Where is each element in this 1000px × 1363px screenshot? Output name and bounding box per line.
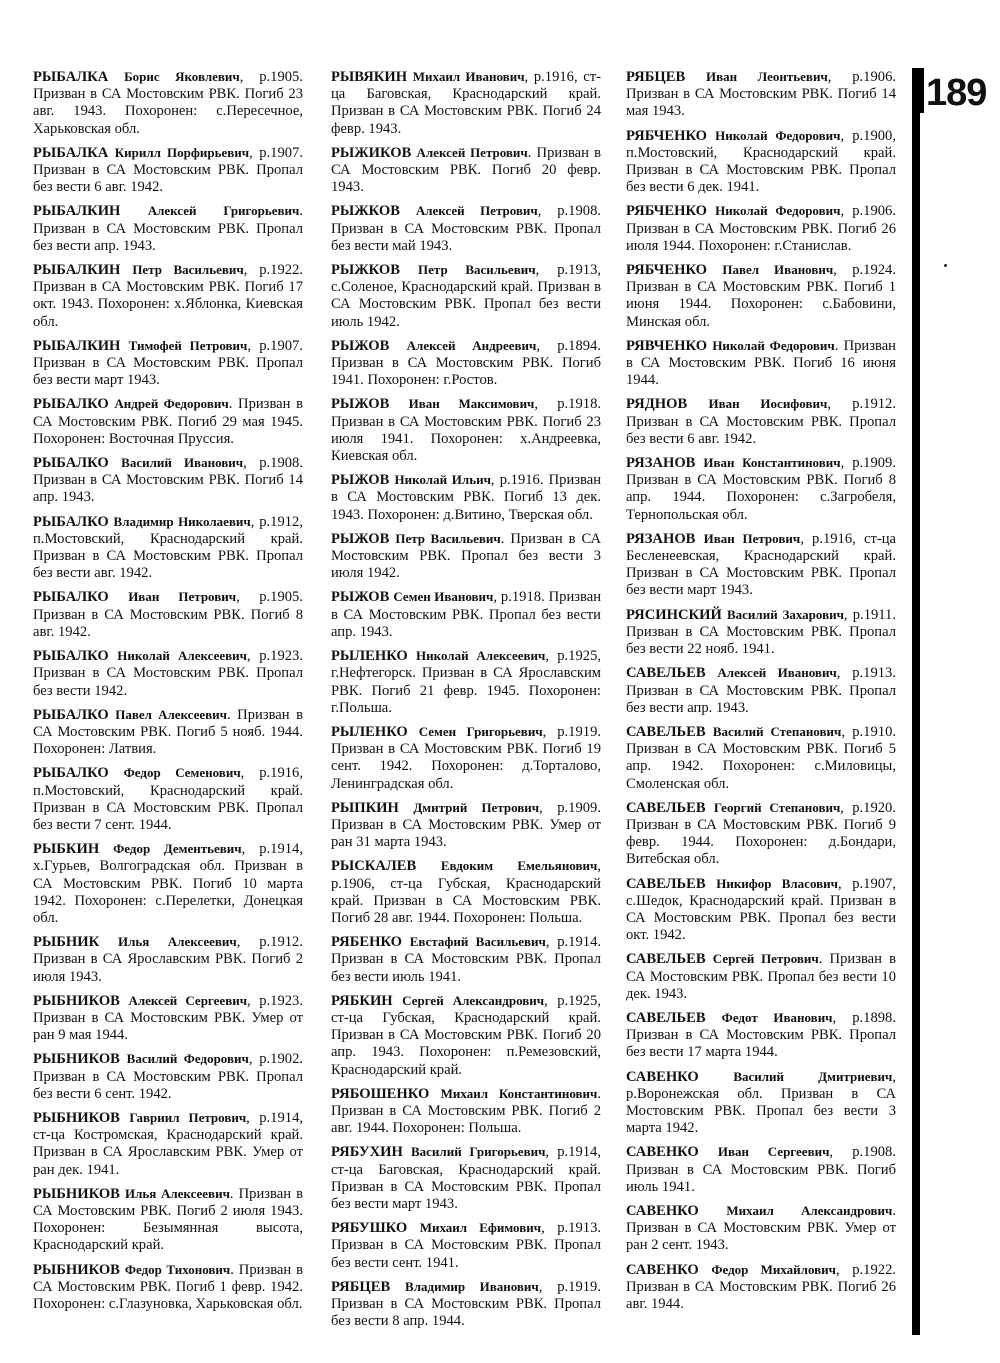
list-item — [331, 471, 601, 524]
list-item — [331, 261, 601, 331]
entry-surname: РЫБАЛКО — [33, 455, 109, 472]
entry-details: . Призван в СА Мостовским РВК. Погиб 29 мая 1945. Похоронен: Восточная Пруссия. — [33, 396, 303, 447]
list-item — [33, 647, 303, 700]
entry-details: , р.1909. Призван в СА Мостовским РВК. Погиб 8 апр. 1944. Похоронен: с.Загробеля, Тернопольская обл. — [626, 455, 896, 523]
entry-names: Семен Иванович — [393, 589, 494, 605]
entry-surname: РЫПКИН — [331, 799, 399, 816]
entry-details: , р.1905. Призван в СА Мостовским РВК. Погиб 23 авг. 1943. Похоронен: с.Пересечное, Харьковская обл. — [33, 69, 303, 137]
list-item — [626, 1068, 896, 1138]
entry-surname: РЫБНИК — [33, 934, 100, 951]
entry-surname: РЯЗАНОВ — [626, 455, 696, 472]
list-item — [331, 395, 601, 465]
entry-names: Семен Григорьевич — [418, 723, 543, 739]
list-item — [331, 647, 601, 717]
entry-names: Илья Алексеевич — [118, 934, 237, 950]
list-item — [331, 68, 601, 138]
entry-names: Петр Васильевич — [132, 262, 244, 278]
list-item — [626, 1202, 896, 1255]
entry-names: Иван Петрович — [703, 530, 801, 546]
entry-surname: САВЕЛЬЕВ — [626, 665, 706, 682]
entry-details: . Призван в СА Мостовским РВК. Погиб 1 февр. 1942. Похоронен: с.Глазуновка, Харьковская обл. — [33, 1261, 303, 1312]
entry-surname: РЯБУШКО — [331, 1220, 408, 1237]
entry-names: Федор Тихонович — [124, 1261, 231, 1277]
entry-surname: РЫЖОВ — [331, 396, 390, 413]
entry-details: , р.1906, ст-ца Губская, Краснодарский край. Призван в СА Мостовским РВК. Погиб 28 авг. 1944. Похоронен: Польша. — [331, 858, 601, 926]
entry-details: , р.1908. Призван в СА Мостовским РВК. Погиб 14 апр. 1943. — [33, 455, 303, 506]
entry-surname: САВЕНКО — [626, 1144, 699, 1161]
list-item — [33, 706, 303, 759]
entry-details: , р.1914, х.Гурьев, Волгоградская обл. Призван в СА Мостовским РВК. Погиб 10 марта 1942. Похоронен: с.Перелетки, Донецкая обл. — [33, 841, 303, 926]
entry-details: , р.1912, п.Мостовский, Краснодарский край. Призван в СА Мостовским РВК. Пропал без вести авг. 1942. — [33, 513, 303, 582]
entry-names: Тимофей Петрович — [128, 337, 248, 353]
list-item — [331, 992, 601, 1079]
list-item — [33, 764, 303, 834]
list-item — [626, 1143, 896, 1196]
entry-details: , р.1914, ст-ца Баговская, Краснодарский край. Призван в СА Мостовским РВК. Пропал без вести март 1943. — [331, 1144, 601, 1212]
entry-details: , р.1914. Призван в СА Мостовским РВК. Пропал без вести июль 1941. — [331, 934, 602, 985]
entry-names: Иван Константинович — [703, 455, 841, 471]
entry-surname: САВЕЛЬЕВ — [626, 799, 706, 816]
entry-names: Сергей Петрович — [712, 951, 819, 967]
entry-surname: РЫБАЛКО — [33, 513, 109, 530]
entry-details: , р.1900, п.Мостовский, Краснодарский край. Призван в СА Мостовским РВК. Пропал без вести 6 дек. 1941. — [626, 127, 897, 196]
entry-names: Никифор Власович — [716, 875, 838, 891]
entry-details: , р.1918. Призван в СА Мостовским РВК. Пропал без вести апр. 1943. — [331, 589, 602, 640]
entry-surname: САВЕЛЬЕВ — [626, 875, 706, 892]
entry-surname: РЫБНИКОВ — [33, 1261, 120, 1278]
list-item — [33, 144, 303, 197]
entry-surname: РЯБЧЕНКО — [626, 262, 708, 279]
list-item — [626, 1009, 896, 1062]
entry-surname: РЫЖОВ — [331, 589, 390, 606]
entry-names: Иван Максимович — [408, 396, 535, 412]
entry-details: . Призван в СА Мостовским РВК. Погиб 20 февр. 1943. — [331, 144, 601, 196]
entry-details: , р.1908. Призван в СА Мостовским РВК. Погиб июль 1941. — [626, 1144, 896, 1195]
entry-surname: РЫБКИН — [33, 841, 100, 858]
entry-surname: РЫБАЛКО — [33, 589, 109, 606]
list-item — [33, 261, 303, 331]
list-item — [33, 454, 303, 507]
entry-names: Федор Семенович — [123, 765, 241, 781]
entry-surname: РЯБЧЕНКО — [626, 127, 708, 144]
entry-details: , р.1925, ст-ца Губская, Краснодарский край. Призван в СА Мостовским РВК. Погиб 20 апр. 1943. Похоронен: п.Ремезовский, Краснодарский край. — [331, 992, 601, 1078]
entry-surname: САВЕЛЬЕВ — [626, 951, 706, 968]
column-2 — [331, 68, 601, 1336]
entry-names: Алексей Сергеевич — [128, 992, 248, 1008]
list-item — [33, 1050, 303, 1103]
entry-surname: РЫБНИКОВ — [33, 1051, 120, 1068]
entry-names: Николай Алексеевич — [416, 648, 546, 664]
entry-details: . Призван в СА Мостовским РВК. Погиб 2 июля 1943. Похоронен: Безымянная высота, Краснодарский край. — [33, 1185, 303, 1254]
entry-details: , р.1920. Призван в СА Мостовским РВК. Погиб 9 февр. 1944. Похоронен: д.Бондари, Витебская обл. — [626, 799, 896, 868]
list-item — [626, 454, 896, 524]
entry-details: , р.Воронежская обл. Призван в СА Мостовским РВК. Пропал без вести 3 марта 1942. — [626, 1068, 896, 1137]
entry-details: , р.1913. Призван в СА Мостовским РВК. Пропал без вести сент. 1941. — [331, 1220, 602, 1271]
list-item — [331, 588, 601, 641]
entry-surname: РЫЛЕНКО — [331, 723, 408, 740]
list-item — [626, 606, 896, 659]
entry-names: Михаил Иванович — [412, 69, 525, 84]
list-item — [626, 337, 896, 390]
entry-surname: РЫВЯКИН — [331, 69, 408, 85]
entry-details: , р.1913, с.Соленое, Краснодарский край. Призван в СА Мостовским РВК. Пропал без вести июль 1942. — [331, 262, 602, 330]
entry-names: Иван Сергеевич — [717, 1144, 830, 1160]
entry-surname: РЯВЧЕНКО — [626, 337, 708, 354]
list-item — [33, 395, 303, 448]
list-item — [626, 68, 896, 121]
entry-names: Николай Ильич — [394, 472, 491, 488]
list-item — [626, 127, 896, 197]
list-item — [626, 1261, 896, 1314]
entry-surname: РЯБЦЕВ — [331, 1278, 391, 1295]
entry-details: , р.1907. Призван в СА Мостовским РВК. Пропал без вести 6 авг. 1942. — [33, 144, 303, 196]
list-item — [33, 933, 303, 986]
entry-names: Федот Иванович — [721, 1009, 833, 1025]
entry-details: , р.1894. Призван в СА Мостовским РВК. Погиб 1941. Похоронен: г.Ростов. — [331, 337, 601, 389]
entry-surname: РЫСКАЛЕВ — [331, 858, 417, 875]
entry-surname: РЫБНИКОВ — [33, 992, 120, 1009]
entry-names: Иван Иосифович — [708, 396, 828, 412]
entry-surname: РЫЖОВ — [331, 530, 390, 547]
list-item — [626, 202, 896, 255]
entry-surname: РЫБАЛКИН — [33, 337, 121, 354]
entry-names: Алексей Иванович — [717, 665, 837, 681]
list-item — [626, 875, 896, 945]
entry-names: Сергей Александрович — [402, 992, 545, 1008]
entry-details: , р.1907. Призван в СА Мостовским РВК. Пропал без вести март 1943. — [33, 337, 304, 389]
list-item — [33, 992, 303, 1045]
entry-names: Павел Алексеевич — [115, 706, 227, 722]
entry-surname: РЫЖОВ — [331, 472, 390, 489]
list-item — [331, 1143, 601, 1213]
entry-names: Иван Петрович — [128, 589, 237, 605]
entry-details: , р.1909. Призван в СА Мостовским РВК. Умер от ран 31 марта 1943. — [331, 799, 602, 851]
entry-details: , р.1913. Призван в СА Мостовским РВК. Пропал без вести апр. 1943. — [626, 665, 897, 716]
entry-surname: РЫБАЛКО — [33, 765, 109, 782]
entry-details: , р.1919. Призван в СА Мостовским РВК. Погиб 19 сент. 1942. Похоронен: д.Торталово, Ленинградская обл. — [331, 723, 602, 792]
entry-surname: САВЕНКО — [626, 1068, 699, 1085]
entry-surname: РЫЖКОВ — [331, 203, 400, 220]
entry-details: . Призван в СА Мостовским РВК. Погиб 5 нояб. 1944. Похоронен: Латвия. — [33, 706, 304, 758]
entry-details: , р.1906. Призван в СА Мостовским РВК. Погиб 14 мая 1943. — [626, 69, 897, 120]
entry-surname: РЯСИНСКИЙ — [626, 606, 722, 623]
entry-names: Николай Федорович — [715, 203, 841, 219]
entry-names: Евдоким Емельянович — [440, 858, 598, 874]
list-item — [331, 723, 601, 793]
entry-details: , р.1916, ст-ца Баговская, Краснодарский край. Призван в СА Мостовским РВК. Погиб 24 февр. 1943. — [331, 69, 601, 137]
page-edge-notch — [920, 68, 924, 113]
entry-surname: САВЕНКО — [626, 1261, 699, 1278]
entry-surname: РЫЖИКОВ — [331, 144, 412, 161]
entry-surname: РЯБОШЕНКО — [331, 1085, 430, 1102]
entry-details: . Призван в СА Мостовским РВК. Погиб 16 июня 1944. — [626, 337, 896, 389]
entry-names: Андрей Федорович — [114, 396, 229, 412]
entry-surname: САВЕЛЬЕВ — [626, 723, 706, 740]
entry-names: Михаил Александрович — [726, 1202, 893, 1218]
entry-details: , р.1924. Призван в СА Мостовским РВК. Погиб 1 июня 1944. Похоронен: с.Бабовини, Минская обл. — [626, 262, 896, 330]
entry-details: , р.1916, ст-ца Бесленеевская, Краснодарский край. Призван в СА Мостовским РВК. Пропал без вести март 1943. — [626, 530, 896, 599]
list-item — [33, 1261, 303, 1314]
entry-surname: РЫЖОВ — [331, 337, 390, 354]
list-item — [33, 202, 303, 255]
entry-surname: РЫЛЕНКО — [331, 648, 408, 665]
entry-surname: РЫБНИКОВ — [33, 1109, 120, 1126]
print-speck — [944, 264, 947, 267]
entry-surname: РЫБАЛКО — [33, 396, 109, 413]
entry-details: , р.1919. Призван в СА Мостовским РВК. Пропал без вести 8 апр. 1944. — [331, 1278, 601, 1330]
entry-surname: РЫБАЛКО — [33, 706, 109, 723]
entry-surname: РЫБАЛКА — [33, 69, 109, 85]
entry-details: . Призван в СА Мостовским РВК. Пропал без вести 3 июля 1942. — [331, 530, 602, 582]
entry-names: Дмитрий Петрович — [413, 799, 540, 815]
entry-names: Василий Иванович — [121, 455, 244, 471]
entry-surname: РЫБАЛКИН — [33, 203, 121, 220]
entry-names: Николай Алексеевич — [117, 648, 247, 664]
entry-surname: РЯБКИН — [331, 992, 393, 1009]
entry-details: , р.1922. Призван в СА Мостовским РВК. Погиб 26 авг. 1944. — [626, 1261, 897, 1312]
entry-details: , р.1898. Призван в СА Мостовским РВК. Пропал без вести 17 марта 1944. — [626, 1009, 896, 1061]
list-item — [626, 664, 896, 717]
list-item — [331, 202, 601, 255]
entry-details: . Призван в СА Мостовским РВК. Погиб 2 авг. 1944. Похоронен: Польша. — [331, 1085, 601, 1137]
list-item — [626, 799, 896, 869]
list-item — [33, 1109, 303, 1179]
entry-details: , р.1912. Призван в СА Мостовским РВК. Пропал без вести 6 авг. 1942. — [626, 396, 896, 447]
entry-details: , р.1918. Призван в СА Мостовским РВК. Погиб 23 июля 1941. Похоронен: х.Андреевка, Киевская обл. — [331, 396, 602, 465]
entry-names: Николай Федорович — [715, 127, 841, 143]
list-item — [331, 933, 601, 986]
entry-names: Гавриил Петрович — [129, 1109, 247, 1125]
list-item — [331, 1085, 601, 1138]
entry-names: Алексей Петрович — [416, 144, 528, 160]
entry-details: , р.1916. Призван в СА Мостовским РВК. Погиб 13 дек. 1943. Похоронен: д.Витино, Тверская обл. — [331, 472, 602, 523]
entry-details: , р.1902. Призван в СА Мостовским РВК. Пропал без вести 6 сент. 1942. — [33, 1051, 304, 1102]
entry-names: Алексей Петрович — [415, 203, 538, 219]
entry-names: Кирилл Порфирьевич — [114, 144, 250, 160]
entry-names: Василий Григорьевич — [410, 1144, 546, 1160]
entry-details: , р.1908. Призван в СА Мостовским РВК. Пропал без вести май 1943. — [331, 203, 602, 254]
list-item — [626, 723, 896, 793]
list-item — [33, 68, 303, 138]
list-item — [331, 1278, 601, 1331]
entry-names: Михаил Ефимович — [419, 1220, 542, 1236]
entry-details: , р.1925, г.Нефтегорск. Призван в СА Ярославским РВК. Погиб 21 февр. 1945. Похоронен: г.Польша. — [331, 648, 602, 716]
list-item — [626, 261, 896, 331]
entry-names: Алексей Андреевич — [406, 337, 537, 353]
entry-surname: САВЕЛЬЕВ — [626, 1009, 706, 1026]
entry-details: , р.1912. Призван в СА Ярославским РВК. Погиб 2 июля 1943. — [33, 934, 303, 985]
entry-names: Николай Федорович — [712, 337, 835, 353]
entry-names: Василий Степанович — [712, 723, 842, 739]
entry-details: , р.1914, ст-ца Костромская, Краснодарский край. Призван в СА Ярославским РВК. Умер от ран дек. 1941. — [33, 1109, 304, 1178]
entry-names: Алексей Григорьевич — [147, 203, 300, 219]
list-item — [33, 1185, 303, 1255]
list-item — [33, 513, 303, 583]
entry-details: , р.1906. Призван в СА Мостовским РВК. Погиб 26 июля 1944. Похоронен: г.Станислав. — [626, 203, 897, 254]
entry-names: Борис Яковлевич — [124, 69, 240, 84]
entry-surname: РЫЖКОВ — [331, 262, 400, 279]
list-item — [331, 1219, 601, 1272]
entry-surname: РЯБЕНКО — [331, 934, 403, 951]
entry-names: Михаил Константинович — [440, 1085, 598, 1101]
entry-names: Василий Захарович — [726, 606, 844, 622]
entry-details: . Призван в СА Мостовским РВК. Пропал без вести апр. 1943. — [33, 203, 303, 254]
entry-names: Илья Алексеевич — [124, 1185, 230, 1201]
entry-names: Владимир Николаевич — [113, 513, 251, 529]
entry-names: Георгий Степанович — [713, 799, 841, 815]
entry-surname: РЫБАЛКИН — [33, 262, 121, 279]
entry-names: Евстафий Васильевич — [409, 934, 546, 950]
entry-names: Василий Дмитриевич — [733, 1068, 893, 1084]
entry-surname: САВЕНКО — [626, 1202, 699, 1219]
entry-names: Василий Федорович — [126, 1051, 249, 1067]
page-edge-bar — [912, 68, 920, 1335]
entry-names: Владимир Иванович — [405, 1278, 539, 1294]
list-item — [331, 530, 601, 583]
entry-surname: РЯДНОВ — [626, 396, 688, 413]
list-item — [33, 337, 303, 390]
entry-names: Федор Михайлович — [711, 1261, 836, 1277]
entry-details: , р.1905. Призван в СА Мостовским РВК. Погиб 8 авг. 1942. — [33, 589, 303, 640]
list-item — [33, 840, 303, 927]
entry-names: Федор Дементьевич — [113, 841, 242, 857]
entry-names: Петр Васильевич — [395, 530, 501, 546]
column-3 — [626, 68, 896, 1319]
entry-surname: РЯБЦЕВ — [626, 69, 686, 85]
page-number: 189 — [926, 72, 987, 114]
entry-details: , р.1923. Призван в СА Мостовским РВК. Пропал без вести 1942. — [33, 648, 303, 699]
entry-surname: РЫБАЛКО — [33, 648, 109, 665]
list-item — [331, 144, 601, 197]
entry-surname: РЫБАЛКА — [33, 144, 109, 161]
list-item — [626, 950, 896, 1003]
column-1 — [33, 68, 303, 1319]
entry-names: Павел Иванович — [722, 262, 834, 278]
entry-surname: РЯБЧЕНКО — [626, 203, 708, 220]
list-item — [626, 530, 896, 600]
entry-surname: РЯБУХИН — [331, 1144, 403, 1161]
entry-details: , р.1910. Призван в СА Мостовским РВК. Погиб 5 апр. 1942. Похоронен: с.Миловицы, Смоленская обл. — [626, 723, 897, 792]
entry-details: . Призван в СА Мостовским РВК. Умер от ран 2 сент. 1943. — [626, 1202, 896, 1254]
entry-details: , р.1907, с.Шедок, Краснодарский край. Призван в СА Мостовским РВК. Пропал без вести окт. 1942. — [626, 875, 897, 944]
entry-names: Иван Леонтьевич — [706, 69, 828, 84]
list-item — [331, 857, 601, 927]
entry-surname: РЫБНИКОВ — [33, 1185, 120, 1202]
entry-surname: РЯЗАНОВ — [626, 530, 696, 547]
entry-names: Петр Васильевич — [418, 262, 536, 278]
list-item — [33, 588, 303, 641]
entry-details: . Призван в СА Мостовским РВК. Пропал без вести 10 дек. 1943. — [626, 951, 896, 1002]
entry-details: , р.1911. Призван в СА Мостовским РВК. Пропал без вести 22 нояб. 1941. — [626, 606, 896, 658]
list-item — [626, 395, 896, 448]
list-item — [331, 337, 601, 390]
entry-details: , р.1923. Призван в СА Мостовским РВК. Умер от ран 9 мая 1944. — [33, 992, 304, 1044]
list-item — [331, 799, 601, 852]
entry-details: , р.1916, п.Мостовский, Краснодарский край. Призван в СА Мостовским РВК. Пропал без вести 7 сент. 1944. — [33, 765, 303, 833]
entry-details: , р.1922. Призван в СА Мостовским РВК. Погиб 17 окт. 1943. Похоронен: х.Яблонка, Киевская обл. — [33, 262, 304, 330]
